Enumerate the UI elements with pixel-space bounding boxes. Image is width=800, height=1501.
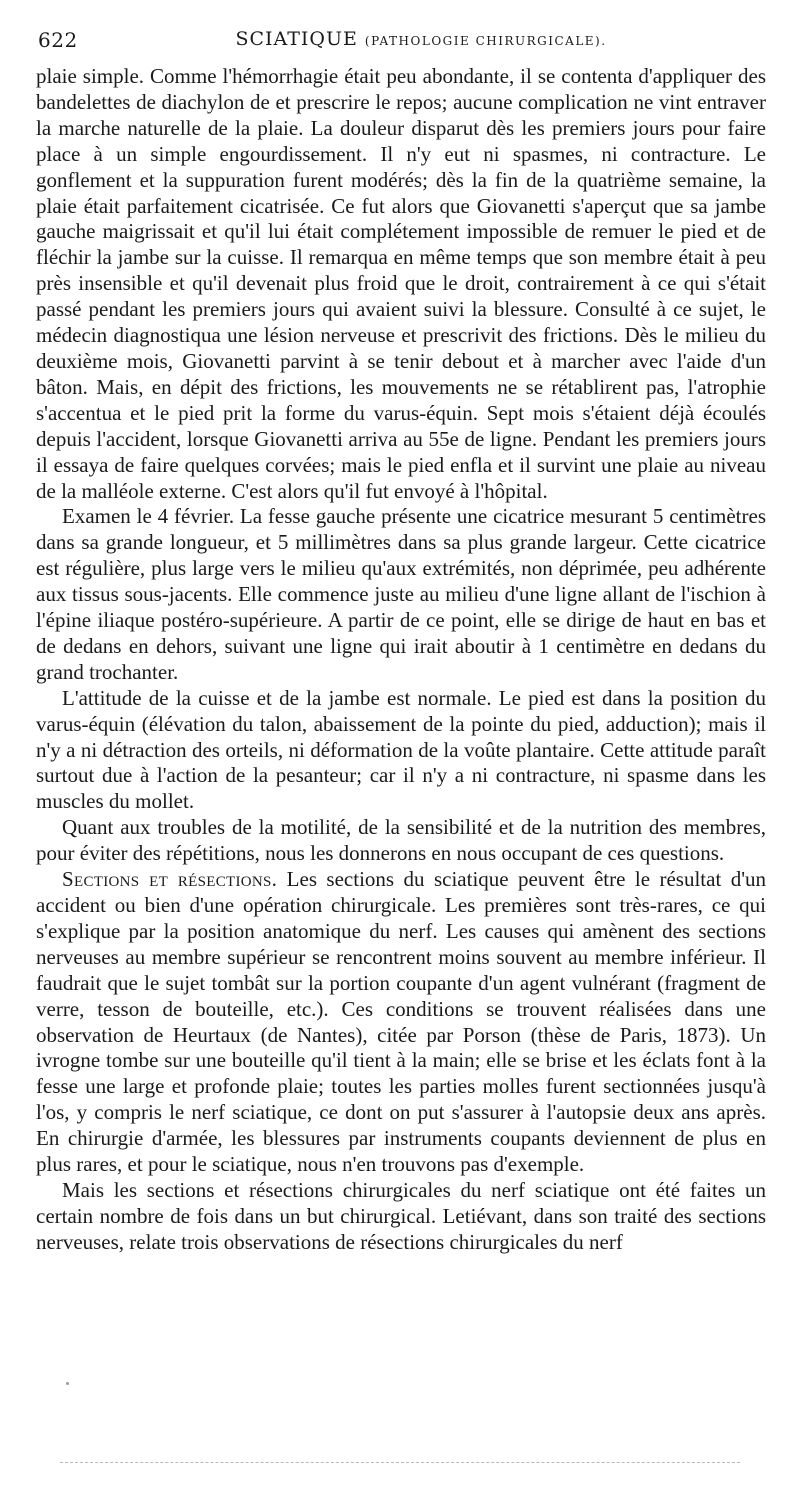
paragraph-examen: Examen le 4 février. La fesse gauche présente une cicatrice mesurant 5 centimètres dans sa grande longueur, et 5 millimètres dans sa plus grande largeur. Cette cicatrice est régulière, plus large vers le milieu qu'aux extrémités, non déprimée, peu adhérente aux tissus sous-jacents. Elle commence juste au milieu d'une ligne allant de l'ischion à l'épine iliaque postéro-supérieure. A partir de ce point, elle se dirige de haut en bas et de dedans en dehors, suivant une ligne qui irait aboutir à 1 centimètre en dedans du grand trochanter.: [36, 504, 766, 684]
paragraph-attitude: L'attitude de la cuisse et de la jambe est normale. Le pied est dans la position du varus-équin (élévation du talon, abaissement de la pointe du pied, adduction); mais il n'y a ni détraction des orteils, ni déformation de la voûte plantaire. Cette attitude paraît surtout due à l'action de la pesanteur; car il n'y a ni contracture, ni spasme dans les muscles du mollet.: [36, 685, 766, 814]
section-heading: Sections et résections.: [62, 867, 278, 892]
running-head-title-block: [38, 28, 764, 50]
footer-bleed-through: [60, 1462, 740, 1463]
body-text: [36, 64, 766, 1256]
scan-speck: [66, 1382, 69, 1385]
paragraph-sections: [36, 867, 766, 1178]
running-head-subtitle: (PATHOLOGIE CHIRURGICALE).: [364, 34, 607, 48]
running-head-title: SCIATIQUE: [235, 28, 358, 50]
paragraph-resections: Mais les sections et résections chirurgicales du nerf sciatique ont été faites un certain nombre de fois dans un but chirurgical. Letiévant, dans son traité des sections nerveuses, relate trois observations de résections chirurgicales du nerf: [36, 1177, 766, 1254]
running-head: [38, 28, 764, 60]
paragraph-continuation: plaie simple. Comme l'hémorrhagie était peu abondante, il se contenta d'appliquer des bandelettes de diachylon de et prescrire le repos; aucune complication ne vint entraver la marche naturelle de la plaie. La douleur disparut dès les premiers jours pour faire place à un simple engourdissement. Il n'y eut ni spasmes, ni contracture. Le gonflement et la suppuration furent modérés; dès la fin de la quatrième semaine, la plaie était parfaitement cicatrisée. Ce fut alors que Giovanetti s'aperçut que sa jambe gauche maigrissait et qu'il lui était complétement impossible de remuer le pied et de fléchir la jambe sur la cuisse. Il remarqua en même temps que son membre était à peu près insensible et qu'il devenait plus froid que le droit, contrairement à ce qui s'était passé pendant les premiers jours qui avaient suivi la blessure. Consulté à ce sujet, le médecin diagnostiqua une lésion nerveuse et prescrivit des frictions. Dès le milieu du deuxième mois, Giovanetti parvint à se tenir debout et à marcher avec l'aide d'un bâton. Mais, en dépit des frictions, les mouvements ne se rétablirent pas, l'atrophie s'accentua et le pied prit la forme du varus-équin. Sept mois s'étaient déjà écoulés depuis l'accident, lorsque Giovanetti arriva au 55e de ligne. Pendant les premiers jours il essaya de faire quelques corvées; mais le pied enfla et il survint une plaie au niveau de la malléole externe. C'est alors qu'il fut envoyé à l'hôpital.: [36, 64, 766, 503]
paragraph-troubles: Quant aux troubles de la motilité, de la sensibilité et de la nutrition des membres, pour éviter des répétitions, nous les donnerons en nous occupant de ces questions.: [36, 815, 766, 866]
page-number: 622: [38, 28, 78, 52]
paragraph-sections-text: Les sections du sciatique peuvent être le résultat d'un accident ou bien d'une opération chirurgicale. Les premières sont très-rares, ce qui s'explique par la position anatomique du nerf. Les causes qui amènent des sections nerveuses au membre supérieur se rencontrent moins souvent au membre inférieur. Il faudrait que le sujet tombât sur la portion coupante d'un agent vulnérant (fragment de verre, tesson de bouteille, etc.). Ces conditions se trouvent réalisées dans une observation de Heurtaux (de Nantes), citée par Porson (thèse de Paris, 1873). Un ivrogne tombe sur une bouteille qu'il tient à la main; elle se brise et les éclats font à la fesse une large et profonde plaie; toutes les parties molles furent sectionnées jusqu'à l'os, y compris le nerf sciatique, ce dont on put s'assurer à l'autopsie deux ans après. En chirurgie d'armée, les blessures par instruments coupants deviennent de plus en plus rares, et pour le sciatique, nous n'en trouvons pas d'exemple.: [36, 867, 767, 1177]
